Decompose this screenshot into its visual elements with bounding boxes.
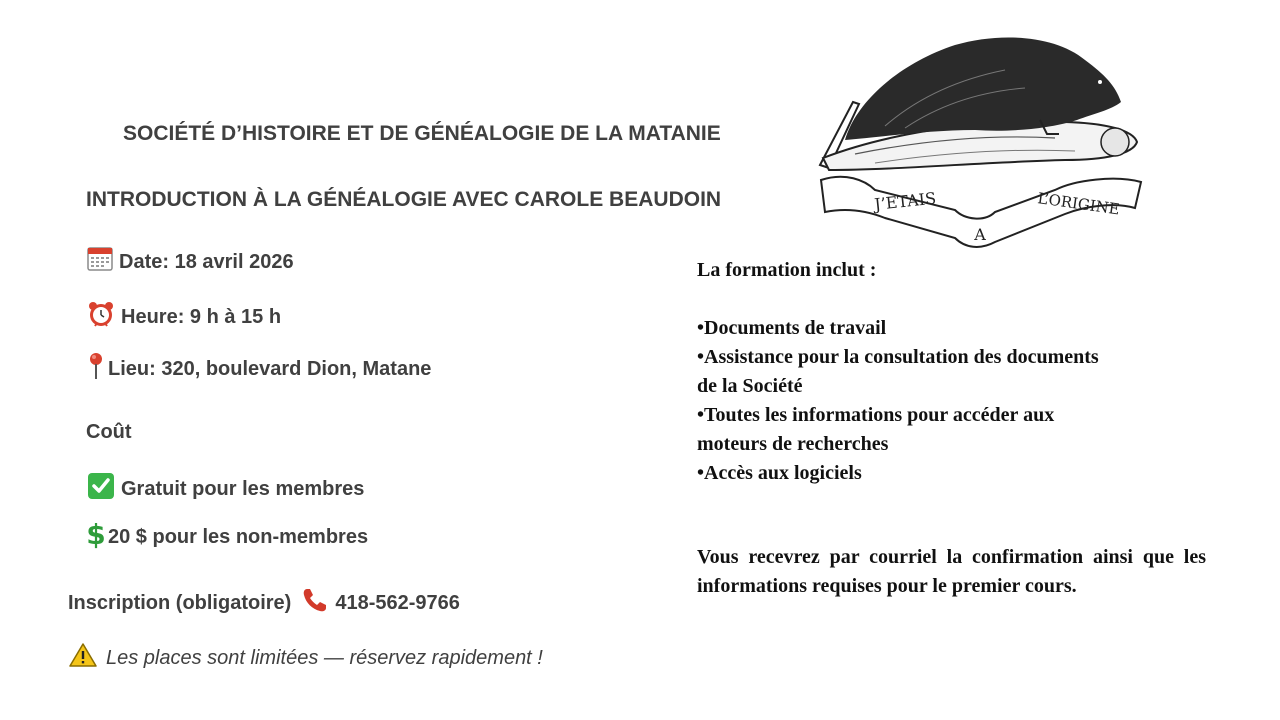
calendar-icon: [87, 246, 113, 278]
place-label: Lieu: [108, 357, 150, 380]
warning-icon: [69, 642, 97, 674]
formation-item: de la Société: [697, 375, 803, 397]
formation-item: •Accès aux logiciels: [697, 462, 862, 484]
non-members-cost: 20 $ pour les non-membres: [108, 525, 369, 548]
pushpin-icon: [87, 352, 105, 386]
event-title: INTRODUCTION À LA GÉNÉALOGIE AVEC CAROLE BEAUDOIN: [86, 188, 722, 211]
confirmation-note: Vous recevrez par courriel la confirmation ainsi que les informations requises pour le premier cours.: [697, 546, 1206, 597]
formation-item: •Documents de travail: [697, 317, 887, 339]
formation-item: •Toutes les informations pour accéder aux: [697, 404, 1055, 426]
svg-text:$: $: [87, 519, 105, 549]
check-mark-icon: [87, 472, 115, 506]
time-line: [87, 300, 281, 334]
society-logo: [815, 30, 1150, 255]
time-label: Heure: [121, 305, 178, 328]
phone-icon: [301, 586, 329, 620]
registration-line: [68, 586, 460, 620]
dollar-icon: [87, 519, 105, 555]
warning-text: Les places sont limitées — réservez rapidement !: [106, 646, 543, 669]
phone-number[interactable]: 418-562-9766: [335, 591, 460, 614]
time-value: : 9 h à 15 h: [177, 305, 282, 328]
banner-left-text: J’ETAIS: [873, 188, 937, 214]
members-cost-line: [87, 472, 364, 506]
members-cost: Gratuit pour les membres: [121, 477, 365, 500]
place-line: [87, 352, 431, 386]
banner-right-text: L’ORIGINE: [1036, 189, 1121, 219]
formation-item: moteurs de recherches: [697, 433, 889, 455]
org-name: SOCIÉTÉ D’HISTOIRE ET DE GÉNÉALOGIE DE LA MATANIE: [123, 122, 721, 145]
registration-label: Inscription (obligatoire): [68, 591, 292, 614]
non-members-cost-line: [87, 519, 368, 555]
cost-heading: Coût: [86, 421, 132, 443]
formation-section: [697, 256, 1099, 488]
warning-line: [69, 642, 543, 674]
date-value: : 18 avril 2026: [162, 250, 294, 273]
formation-item: •Assistance pour la consultation des documents: [697, 346, 1099, 368]
place-value: : 320, boulevard Dion, Matane: [149, 357, 432, 380]
formation-intro: La formation inclut :: [697, 259, 877, 281]
date-line: [87, 246, 294, 278]
banner-middle-text: A: [974, 225, 986, 244]
date-label: Date: [119, 250, 163, 273]
alarm-clock-icon: [87, 300, 115, 334]
